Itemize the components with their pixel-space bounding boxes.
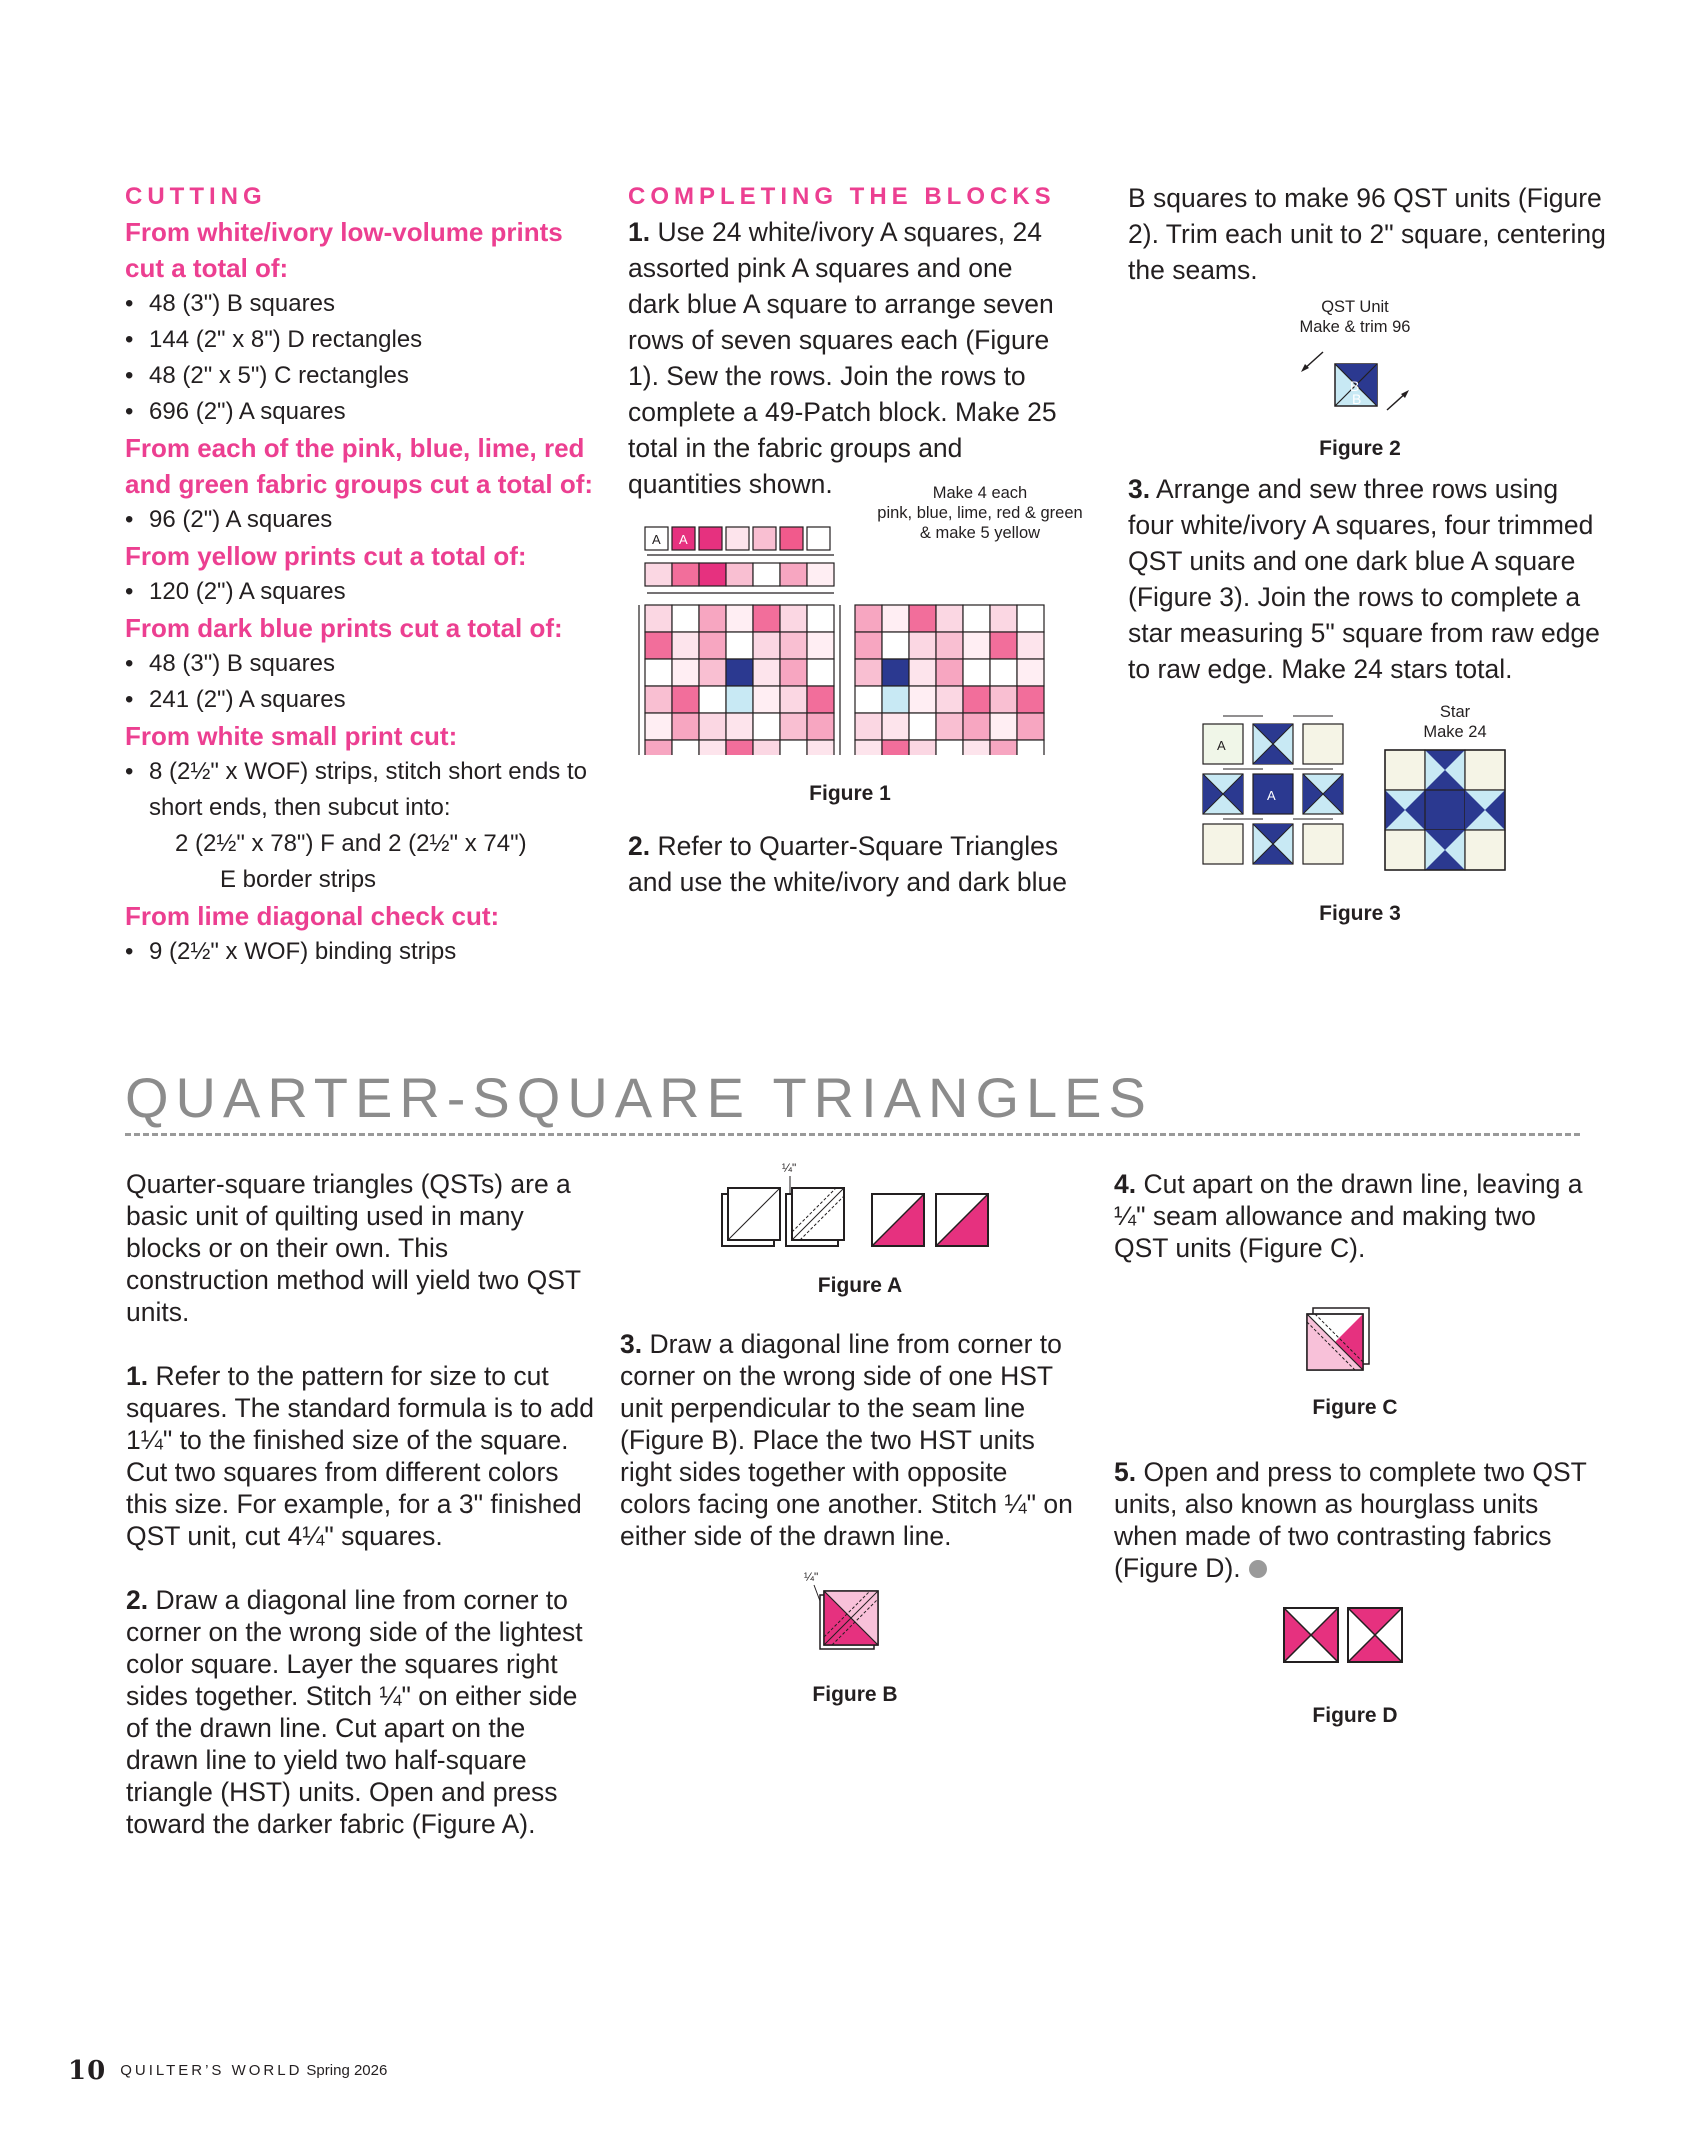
figure-3-note: Star Make 24 [1423, 703, 1487, 741]
step-2-paragraph: 2. Refer to Quarter-Square Triangles and use the white/ivory and dark blue [628, 831, 1067, 897]
figure-2-note: QST Unit Make & trim 96 [1299, 298, 1411, 336]
block-patch [780, 686, 807, 713]
block-patch [726, 686, 753, 713]
block-patch [1017, 605, 1044, 632]
block-patch [1017, 632, 1044, 659]
star-center [1425, 790, 1465, 830]
patch-label-a: A [679, 532, 688, 547]
block-patch [780, 713, 807, 740]
cutting-heading-groups: From each of the pink, blue, lime, red and green fabric groups cut a total of: [125, 433, 594, 499]
step-2-continued: B squares to make 96 QST units (Figure 2). Trim each unit to 2" square, centering the seams. [1128, 183, 1606, 285]
block-patch [909, 605, 936, 632]
qst-right-column-top [1114, 1168, 1584, 1264]
qst-intro: Quarter-square triangles (QSTs) are a basic unit of quilting used in many blocks or on their own. This construction method will yield two QST units. [126, 1169, 581, 1327]
list-item-continuation: short ends, then subcut into: [149, 794, 451, 821]
page-footer [68, 2056, 387, 2086]
block-patch [672, 632, 699, 659]
qst-label-b: B [1352, 391, 1362, 407]
block-patch [855, 659, 882, 686]
block-patch [882, 686, 909, 713]
list-item: • 144 (2" x 8") D rectangles [125, 322, 595, 358]
step-3-block [1128, 471, 1608, 687]
star-patch [1385, 750, 1425, 790]
patch [807, 527, 830, 550]
list-item: • 96 (2") A squares [125, 502, 595, 538]
cutting-heading-white-small: From white small print cut: [125, 721, 458, 751]
block-patch [753, 632, 780, 659]
block-patch [990, 713, 1017, 740]
block-patch [645, 713, 672, 740]
block-patch [963, 659, 990, 686]
star-patch [1385, 830, 1425, 870]
figure-a-caption: Figure A [817, 1274, 903, 1297]
block-patch [726, 659, 753, 686]
block-patch [699, 686, 726, 713]
strip-patch [780, 563, 807, 586]
block-patch [963, 686, 990, 713]
cutting-heading-dark-blue: From dark blue prints cut a total of: [125, 613, 563, 643]
hourglass-unit [1348, 1608, 1402, 1662]
block-patch [990, 659, 1017, 686]
block-patch [753, 740, 780, 755]
block-patch [726, 632, 753, 659]
qst-step-2: 2. Draw a diagonal line from corner to corner on the wrong side of the lightest color square. Layer the squares right sides together. Stitch ¼" on either side of the drawn line. Cut apart on the drawn line to yield two half-square triangle (HST) units. Open and press toward the darker fabric (Figure A). [126, 1585, 583, 1839]
block-patch [807, 632, 834, 659]
block-patch [807, 713, 834, 740]
list-item: • 8 (2½" x WOF) strips, stitch short ends to [125, 754, 595, 790]
block-patch [963, 605, 990, 632]
sub-item: 2 (2½" x 78") F and 2 (2½" x 74") [175, 830, 527, 857]
block-patch [882, 632, 909, 659]
block-patch [780, 632, 807, 659]
patch [780, 527, 803, 550]
completing-column [628, 180, 1068, 502]
block-patch [990, 605, 1017, 632]
block-patch [672, 659, 699, 686]
block-patch [645, 686, 672, 713]
qst-step-4: 4. Cut apart on the drawn line, leaving a ¼" seam allowance and making two QST units (Figure C). [1114, 1169, 1583, 1263]
block-patch [936, 686, 963, 713]
block-patch [990, 686, 1017, 713]
completing-kicker: COMPLETING THE BLOCKS [628, 183, 1056, 210]
block-patch [936, 740, 963, 755]
block-patch [990, 632, 1017, 659]
block-patch [882, 659, 909, 686]
block-patch [645, 740, 672, 755]
a-square [1303, 724, 1343, 764]
block-patch [882, 740, 909, 755]
strip-patch [645, 563, 672, 586]
block-patch [1017, 686, 1044, 713]
figure-1-diagram [625, 515, 1085, 755]
patch [699, 527, 722, 550]
block-patch [807, 686, 834, 713]
block-patch [780, 605, 807, 632]
figure-c-caption: Figure C [1312, 1396, 1398, 1419]
block-patch [855, 686, 882, 713]
block-patch [1017, 659, 1044, 686]
leader-line [814, 1585, 820, 1601]
end-mark-icon [1249, 1560, 1267, 1578]
quarter-inch-label: ¼" [782, 1161, 797, 1175]
block-patch [726, 605, 753, 632]
block-patch [699, 740, 726, 755]
block-patch [909, 659, 936, 686]
step-3-paragraph: 3. Arrange and sew three rows using four white/ivory A squares, four trimmed QST units and one dark blue A square (Figure 3). Join the rows to complete a star measuring 5" square from raw edge to raw edge. Make 24 stars total. [1128, 474, 1600, 684]
block-patch [855, 713, 882, 740]
cutting-heading-lime: From lime diagonal check cut: [125, 901, 500, 931]
block-patch [882, 713, 909, 740]
block-patch [699, 659, 726, 686]
block-patch [855, 740, 882, 755]
a-square [1303, 824, 1343, 864]
a-square [1203, 824, 1243, 864]
figure-2-diagram [1295, 340, 1415, 440]
block-patch [753, 713, 780, 740]
qst-step-1: 1. Refer to the pattern for size to cut squares. The standard formula is to add 1¼" to the finished size of the square. Cut two squares from different colors this size. For example, for a 3" finished QST unit, cut 4¼" squares. [126, 1361, 594, 1551]
dashed-divider [125, 1133, 1580, 1136]
block-patch [753, 659, 780, 686]
block-patch [963, 740, 990, 755]
strip-patch [672, 563, 699, 586]
list-item: • 241 (2") A squares [125, 682, 595, 718]
step-2-block [628, 828, 1098, 900]
block-patch [855, 632, 882, 659]
list-item: • 696 (2") A squares [125, 394, 595, 430]
issue-label: Spring 2026 [306, 2061, 388, 2079]
quarter-inch-label: ¼" [804, 1570, 819, 1584]
block-patch [807, 740, 834, 755]
block-patch [936, 713, 963, 740]
block-patch [909, 713, 936, 740]
qst-step-5: 5. Open and press to complete two QST units, also known as hourglass units when made of two contrasting fabrics (Figure D). [1114, 1457, 1587, 1583]
list-item: • 9 (2½" x WOF) binding strips [125, 934, 595, 970]
block-patch [645, 605, 672, 632]
block-patch [699, 632, 726, 659]
block-patch [672, 713, 699, 740]
block-patch [963, 632, 990, 659]
cutting-heading-yellow: From yellow prints cut a total of: [125, 541, 527, 571]
figure-3-diagram [1195, 700, 1515, 880]
strip-patch [753, 563, 780, 586]
block-patch [672, 605, 699, 632]
block-patch [990, 740, 1017, 755]
block-patch [909, 686, 936, 713]
list-item: • 48 (3") B squares [125, 286, 595, 322]
square-label-a: A [1267, 788, 1276, 803]
block-patch [963, 713, 990, 740]
sub-item-continuation: E border strips [220, 866, 377, 893]
block-patch [699, 713, 726, 740]
strip-patch [807, 563, 834, 586]
patch-label-a: A [652, 532, 661, 547]
block-patch [645, 659, 672, 686]
block-patch [909, 632, 936, 659]
hourglass-unit [1284, 1608, 1338, 1662]
cutting-kicker: CUTTING [125, 183, 267, 210]
figure-b-caption: Figure B [812, 1683, 898, 1706]
section-title: QUARTER-SQUARE TRIANGLES [125, 1066, 1153, 1129]
block-patch [645, 632, 672, 659]
qst-right-column-bottom [1114, 1456, 1594, 1584]
qst-left-column [126, 1168, 596, 1840]
block-patch [882, 605, 909, 632]
figure-d-diagram [1280, 1600, 1420, 1670]
figure-a-diagram [712, 1158, 1012, 1258]
block-patch [855, 605, 882, 632]
block-patch [726, 740, 753, 755]
strip-patch [726, 563, 753, 586]
block-patch [726, 713, 753, 740]
block-patch [699, 605, 726, 632]
patch [726, 527, 749, 550]
magazine-name: QUILTER’S WORLD [120, 2061, 303, 2079]
block-patch [807, 659, 834, 686]
qst-label-b: B [1350, 378, 1360, 394]
step-1-paragraph: 1. Use 24 white/ivory A squares, 24 assorted pink A squares and one dark blue A square to arrange seven rows of seven squares each (Figure 1). Sew the rows. Join the rows to complete a 49-Patch block. Make 25 total in the fabric groups and quantities shown. [628, 217, 1057, 499]
list-item: • 48 (3") B squares [125, 646, 595, 682]
block-patch [1017, 740, 1044, 755]
block-patch [780, 740, 807, 755]
block-patch [936, 605, 963, 632]
figure-1-note: Make 4 each pink, blue, lime, red & green & make 5 yellow [877, 484, 1083, 542]
block-patch [672, 740, 699, 755]
strip-patch [699, 563, 726, 586]
block-patch [807, 605, 834, 632]
patch [753, 527, 776, 550]
block-patch [936, 632, 963, 659]
cutting-column [125, 180, 595, 970]
figure-c-diagram [1295, 1300, 1395, 1380]
figure-3-caption: Figure 3 [1319, 902, 1401, 925]
square-label-a: A [1217, 738, 1226, 753]
star-patch [1465, 750, 1505, 790]
figure-d-caption: Figure D [1312, 1704, 1398, 1727]
block-patch [909, 740, 936, 755]
block-patch [672, 686, 699, 713]
qst-middle-column [620, 1328, 1080, 1552]
page-number: 10 [68, 2056, 107, 2086]
list-item: • 48 (2" x 5") C rectangles [125, 358, 595, 394]
block-patch [780, 659, 807, 686]
star-patch [1465, 830, 1505, 870]
figure-1-caption: Figure 1 [809, 782, 891, 805]
qst-step-3: 3. Draw a diagonal line from corner to corner on the wrong side of one HST unit perpendicular to the seam line (Figure B). Place the two HST units right sides together with opposite colors facing one another. Stitch ¼" on either side of the drawn line. [620, 1329, 1073, 1551]
cutting-heading-white: From white/ivory low-volume prints cut a total of: [125, 217, 563, 283]
figure-b-diagram [790, 1565, 910, 1675]
block-patch [753, 605, 780, 632]
block-patch [1017, 713, 1044, 740]
figure-2-caption: Figure 2 [1319, 437, 1401, 460]
list-item: • 120 (2") A squares [125, 574, 595, 610]
block-patch [936, 659, 963, 686]
block-patch [753, 686, 780, 713]
